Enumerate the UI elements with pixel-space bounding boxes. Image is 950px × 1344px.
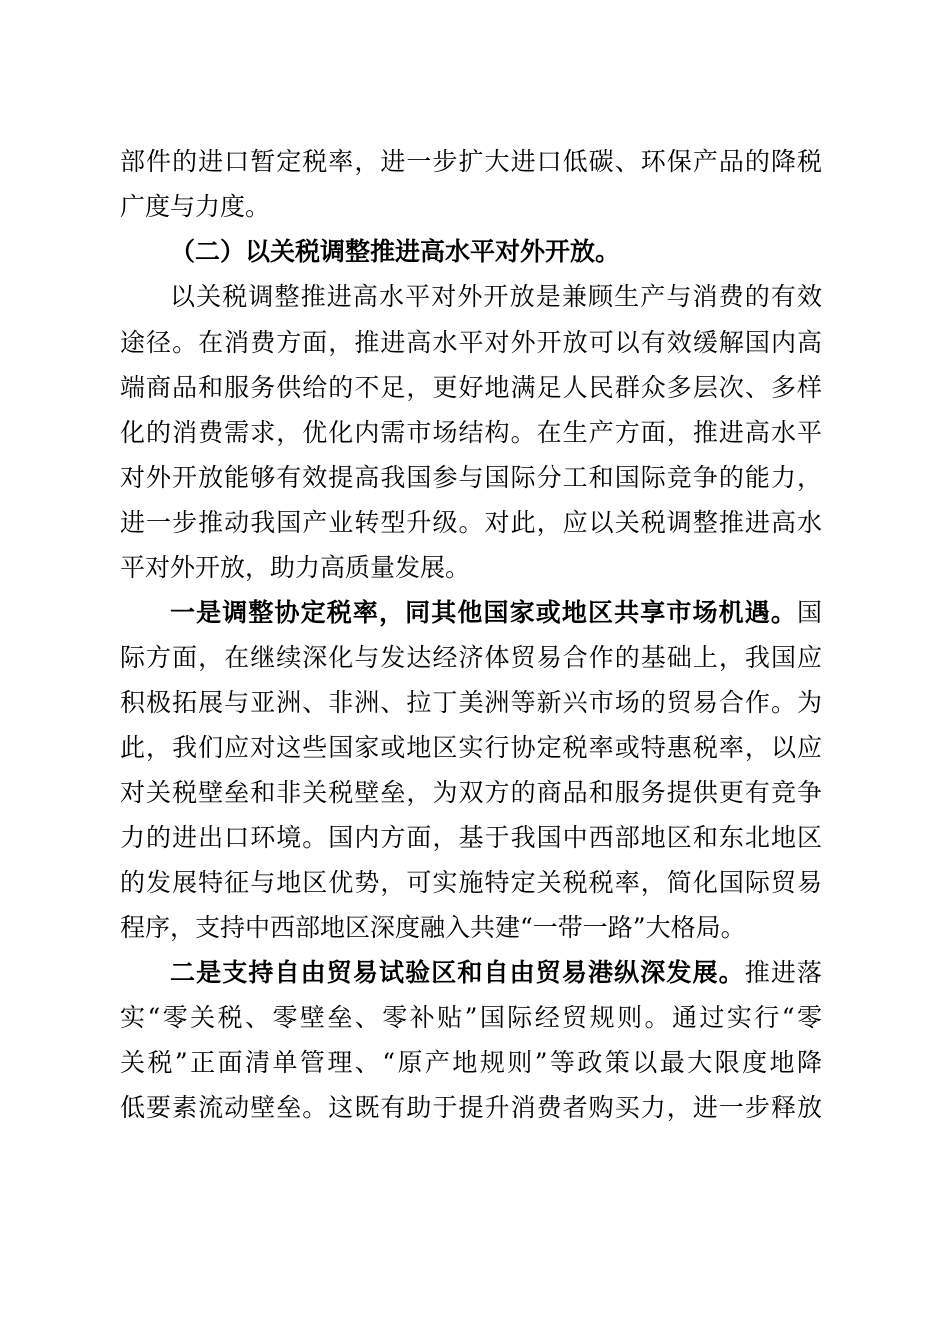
body-line: 的发展特征与地区优势，可实施特定关税税率，简化国际贸易 <box>120 868 822 897</box>
body-line: 实“零关税、零壁垒、零补贴”国际经贸规则。通过实行“零 <box>120 1003 822 1032</box>
body-line: 对关税壁垒和非关税壁垒，为双方的商品和服务提供更有竞争 <box>120 778 822 807</box>
body-line: 力的进出口环境。国内方面，基于我国中西部地区和东北地区 <box>120 823 822 852</box>
body-line: 平对外开放，助力高质量发展。 <box>120 553 471 582</box>
body-line: 化的消费需求，优化内需市场结构。在生产方面，推进高水平 <box>120 418 822 447</box>
body-line: 途径。在消费方面，推进高水平对外开放可以有效缓解国内高 <box>120 328 822 357</box>
point-lead: 一是调整协定税率，同其他国家或地区共享市场机遇。 <box>170 598 797 627</box>
body-line: 此，我们应对这些国家或地区实行协定税率或特惠税率，以应 <box>120 733 822 762</box>
body-line: 对外开放能够有效提高我国参与国际分工和国际竞争的能力， <box>120 463 822 492</box>
section-heading: （二）以关税调整推进高水平对外开放。 <box>170 237 621 266</box>
body-line: 关税”正面清单管理、“原产地规则”等政策以最大限度地降 <box>120 1048 822 1077</box>
body-line: 低要素流动壁垒。这既有助于提升消费者购买力，进一步释放 <box>120 1093 822 1122</box>
body-line: 二是支持自由贸易试验区和自由贸易港纵深发展。推进落 <box>170 958 822 987</box>
body-line: 进一步推动我国产业转型升级。对此，应以关税调整推进高水 <box>120 508 822 537</box>
body-line: 程序，支持中西部地区深度融入共建“一带一路”大格局。 <box>120 913 746 942</box>
body-line: 部件的进口暂定税率，进一步扩大进口低碳、环保产品的降税 <box>120 147 822 176</box>
body-line: 以关税调整推进高水平对外开放是兼顾生产与消费的有效 <box>170 282 822 311</box>
body-line: 际方面，在继续深化与发达经济体贸易合作的基础上，我国应 <box>120 643 822 672</box>
body-line: 广度与力度。 <box>120 192 271 221</box>
body-line: 积极拓展与亚洲、非洲、拉丁美洲等新兴市场的贸易合作。为 <box>120 688 822 717</box>
body-line: 端商品和服务供给的不足，更好地满足人民群众多层次、多样 <box>120 373 822 402</box>
body-line: 一是调整协定税率，同其他国家或地区共享市场机遇。国 <box>170 598 822 627</box>
point-lead: 二是支持自由贸易试验区和自由贸易港纵深发展。 <box>170 958 745 987</box>
